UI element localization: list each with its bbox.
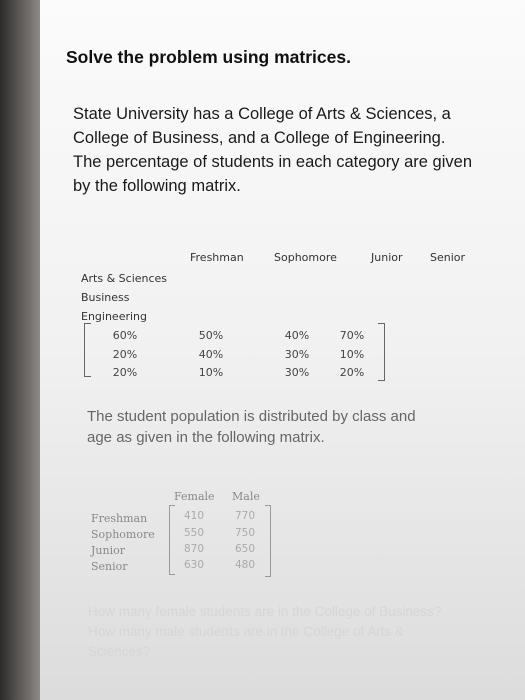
photo-background-edge bbox=[0, 0, 40, 700]
matrix2-col-header-female: Female bbox=[174, 490, 215, 503]
matrix2-row-label-junior: Junior bbox=[91, 544, 125, 557]
matrix2-left-bracket bbox=[169, 505, 175, 575]
matrix2-cell: 550 bbox=[183, 527, 205, 539]
matrix1-col-header-freshman: Freshman bbox=[190, 251, 244, 264]
matrix2-row-label-sophomore: Sophomore bbox=[91, 528, 155, 541]
matrix1-cell: 10% bbox=[339, 348, 365, 361]
matrix1-row-label-business: Business bbox=[81, 291, 130, 304]
problem-title: Solve the problem using matrices. bbox=[66, 47, 351, 67]
matrix1-cell: 10% bbox=[198, 366, 224, 379]
matrix2-right-bracket bbox=[265, 505, 271, 577]
matrix1-col-header-sophomore: Sophomore bbox=[274, 251, 337, 264]
matrix1-col-header-senior: Senior bbox=[430, 251, 466, 264]
matrix2-cell: 650 bbox=[234, 543, 256, 555]
matrix1-cell: 20% bbox=[112, 348, 138, 361]
matrix1-cell: 30% bbox=[284, 366, 310, 379]
matrix1-row-label-engineering: Engineering bbox=[81, 310, 147, 323]
matrix1-cell: 20% bbox=[112, 366, 138, 379]
matrix1-cell: 40% bbox=[284, 329, 310, 342]
matrix2-cell: 480 bbox=[234, 559, 256, 571]
matrix1-cell: 40% bbox=[198, 348, 224, 361]
matrix1-right-bracket bbox=[378, 323, 385, 381]
population-description: The student population is distributed by class and age as given in the following matrix. bbox=[87, 408, 416, 446]
problem-description: State University has a College of Arts & Sciences, a College of Business, and a College of Engineering. The percentage of students in each category are given by the following matrix. bbox=[73, 105, 473, 195]
matrix1-left-bracket bbox=[84, 323, 91, 377]
matrix1-cell: 20% bbox=[339, 366, 365, 379]
matrix2-cell: 770 bbox=[234, 510, 256, 522]
matrix2-col-header-male: Male bbox=[232, 490, 260, 503]
matrix1-cell: 30% bbox=[284, 348, 310, 361]
matrix2-row-label-senior: Senior bbox=[91, 560, 128, 573]
matrix2-row-label-freshman: Freshman bbox=[91, 512, 148, 525]
matrix2-cell: 630 bbox=[183, 559, 205, 571]
matrix1-row-label-arts-sciences: Arts & Sciences bbox=[81, 272, 168, 285]
matrix1-col-header-junior: Junior bbox=[371, 251, 403, 264]
matrix1-cell: 70% bbox=[339, 329, 365, 342]
matrix2-cell: 410 bbox=[183, 510, 205, 522]
matrix2-cell: 750 bbox=[234, 527, 256, 539]
matrix1-cell: 60% bbox=[112, 329, 138, 342]
matrix1-cell: 50% bbox=[198, 329, 224, 342]
question-text: How many female students are in the College of Business? How many male students are in the College of Arts & Sciences? bbox=[88, 604, 442, 659]
matrix2-cell: 870 bbox=[183, 543, 205, 555]
